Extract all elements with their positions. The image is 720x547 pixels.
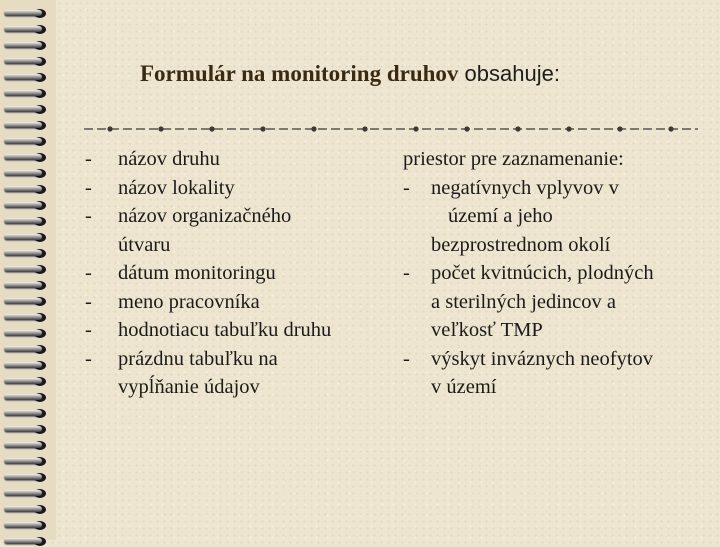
binding-ring (4, 120, 48, 131)
binding-ring (4, 280, 48, 291)
list-item (403, 174, 703, 260)
binding-ring (4, 424, 48, 435)
list-item (85, 259, 375, 288)
binding-ring (4, 376, 48, 387)
list-item (85, 288, 375, 317)
title-normal-part: obsahuje: (458, 61, 560, 86)
binding-ring (4, 168, 48, 179)
list-item-text: meno pracovníka (118, 290, 260, 313)
list-dash: - (85, 290, 92, 313)
list-item-line: veľkosť TMP (431, 319, 543, 341)
list-item (85, 345, 323, 402)
list-dash: - (85, 176, 92, 199)
binding-ring (4, 152, 48, 163)
list-item-line: území a jeho (448, 205, 553, 227)
spiral-binding (0, 0, 56, 540)
list-item (403, 345, 703, 402)
binding-ring (4, 360, 48, 371)
list-item-text: hodnotiacu tabuľku druhu (118, 319, 332, 341)
list-dash: - (403, 176, 410, 199)
list-item (85, 145, 375, 174)
binding-ring (4, 536, 48, 547)
binding-ring (4, 488, 48, 499)
list-item (85, 316, 375, 345)
list-item-line: počet kvitnúcich, plodných (431, 262, 654, 284)
binding-ring (4, 184, 48, 195)
list-dash: - (85, 319, 92, 341)
binding-ring (4, 232, 48, 243)
binding-ring (4, 104, 48, 115)
list-dash: - (85, 262, 92, 284)
dashed-divider (84, 124, 698, 134)
list-dash: - (85, 148, 92, 170)
list-item-text: názov druhu (118, 148, 220, 170)
list-item-line: negatívnych vplyvov v (431, 176, 619, 199)
list-item-line: bezprostrednom okolí (431, 233, 611, 256)
binding-ring (4, 88, 48, 99)
list-item (403, 259, 703, 345)
binding-ring (4, 440, 48, 451)
binding-ring (4, 296, 48, 307)
binding-ring (4, 8, 48, 19)
binding-ring (4, 24, 48, 35)
binding-ring (4, 56, 48, 67)
slide-title (140, 61, 700, 87)
binding-ring (4, 72, 48, 83)
binding-ring (4, 248, 48, 259)
binding-ring (4, 200, 48, 211)
binding-ring (4, 392, 48, 403)
list-item-text: prázdnu tabuľku na vypĺňanie údajov (118, 347, 278, 398)
binding-ring (4, 520, 48, 531)
list-dash: - (403, 347, 410, 370)
title-bold-part: Formulár na monitoring druhov (140, 61, 459, 86)
list-dash: - (85, 205, 92, 227)
binding-ring (4, 456, 48, 467)
binding-ring (4, 504, 48, 515)
binding-ring (4, 408, 48, 419)
list-item-text: dátum monitoringu (118, 262, 276, 284)
right-list (403, 145, 703, 402)
binding-ring (4, 472, 48, 483)
list-dash: - (403, 262, 410, 284)
left-list (85, 145, 375, 402)
binding-ring (4, 216, 48, 227)
binding-ring (4, 40, 48, 51)
binding-ring (4, 264, 48, 275)
right-heading: priestor pre zaznamenanie: (403, 148, 624, 170)
list-item (85, 174, 375, 203)
binding-ring (4, 136, 48, 147)
list-item-line: výskyt inváznych neofytov (431, 347, 654, 370)
list-item-line: a sterilných jedincov a (431, 290, 617, 313)
list-dash: - (85, 347, 92, 370)
list-item-text: názov organizačného útvaru (118, 205, 292, 256)
list-item (85, 202, 328, 259)
binding-ring (4, 328, 48, 339)
binding-ring (4, 344, 48, 355)
list-item-text: názov lokality (118, 176, 235, 199)
list-item-line: v území (431, 376, 497, 398)
binding-ring (4, 312, 48, 323)
